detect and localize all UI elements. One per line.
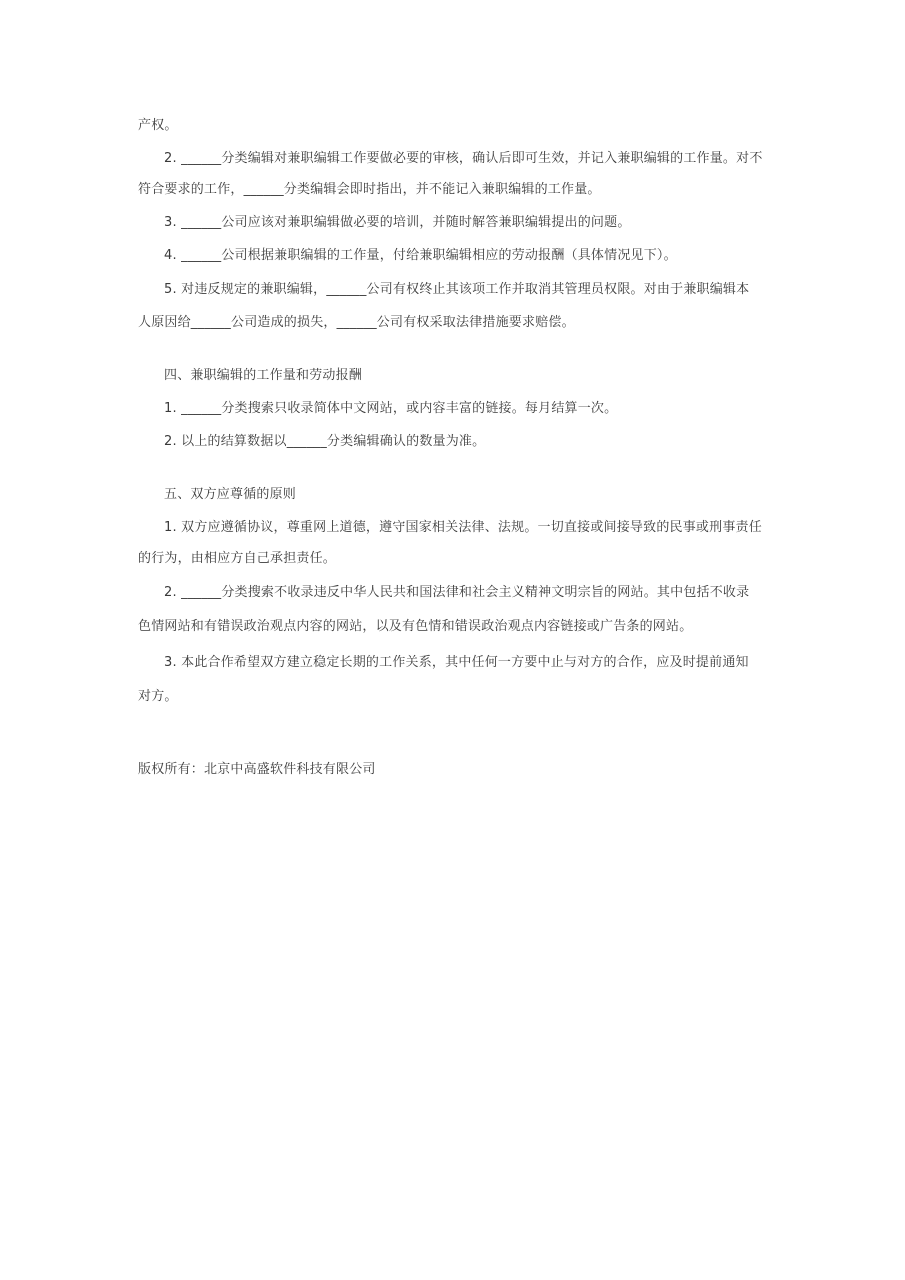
paragraph-line: 2. ______分类编辑对兼职编辑工作要做必要的审核，确认后即可生效，并记入兼职编辑的工作量。对不 [164, 151, 763, 166]
paragraph-line: 5. 对违反规定的兼职编辑，______公司有权终止其该项工作并取消其管理员权限。对由于兼职编辑本 [164, 282, 750, 297]
paragraph-line: 3. ______公司应该对兼职编辑做必要的培训，并随时解答兼职编辑提出的问题。 [164, 215, 631, 230]
paragraph-line: 2. ______分类搜索不收录违反中华人民共和国法律和社会主义精神文明宗旨的网站。其中包括不收录 [164, 585, 750, 600]
paragraph-line: 3. 本此合作希望双方建立稳定长期的工作关系，其中任何一方要中止与对方的合作，应及时提前通知 [164, 655, 749, 670]
paragraph-line: 符合要求的工作，______分类编辑会即时指出，并不能记入兼职编辑的工作量。 [138, 182, 601, 197]
paragraph-line: 1. 双方应遵循协议，尊重网上道德，遵守国家相关法律、法规。一切直接或间接导致的民事或刑事责任 [164, 520, 762, 535]
paragraph-line: 人原因给______公司造成的损失，______公司有权采取法律措施要求赔偿。 [138, 315, 575, 330]
paragraph-line: 1. ______分类搜索只收录简体中文网站，或内容丰富的链接。每月结算一次。 [164, 401, 618, 416]
section-heading: 四、兼职编辑的工作量和劳动报酬 [164, 368, 363, 383]
paragraph-line: 产权。 [138, 118, 178, 133]
paragraph-line: 4. ______公司根据兼职编辑的工作量，付给兼职编辑相应的劳动报酬（具体情况见下）。 [164, 248, 677, 263]
copyright-notice: 版权所有：北京中高盛软件科技有限公司 [138, 762, 376, 777]
paragraph-line: 2. 以上的结算数据以______分类编辑确认的数量为准。 [164, 434, 486, 449]
section-heading: 五、双方应尊循的原则 [164, 487, 297, 502]
paragraph-line: 色情网站和有错误政治观点内容的网站，以及有色情和错误政治观点内容链接或广告条的网站。 [138, 619, 693, 634]
paragraph-line: 的行为，由相应方自己承担责任。 [138, 551, 337, 566]
paragraph-line: 对方。 [138, 689, 178, 704]
